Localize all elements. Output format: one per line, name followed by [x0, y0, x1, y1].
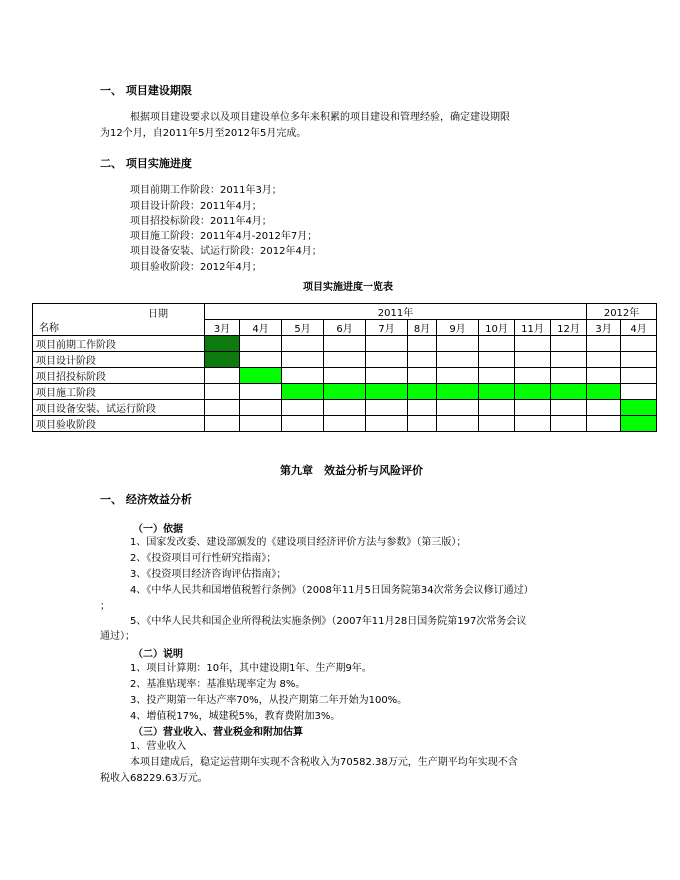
month-header: 3月	[205, 320, 240, 336]
year-2012-header: 2012年	[587, 304, 657, 320]
schedule-item: 项目前期工作阶段：2011年3月；	[130, 185, 282, 196]
gantt-empty-cell	[479, 368, 515, 384]
header-date-label: 日期	[148, 309, 168, 320]
gantt-bar-cell	[408, 384, 437, 400]
gantt-empty-cell	[282, 336, 324, 352]
gantt-empty-cell	[551, 352, 587, 368]
month-header: 8月	[408, 320, 437, 336]
gantt-bar-cell	[621, 416, 657, 432]
explain-item: 3、投产期第一年达产率70%，从投产期第二年开始为100%。	[130, 695, 408, 706]
gantt-empty-cell	[515, 336, 551, 352]
gantt-bar-cell	[205, 336, 240, 352]
month-header: 10月	[479, 320, 515, 336]
gantt-empty-cell	[282, 416, 324, 432]
month-header: 7月	[366, 320, 408, 336]
revenue-title: （三）营业收入、营业税金和附加估算	[133, 727, 303, 738]
gantt-bar-cell	[515, 384, 551, 400]
gantt-empty-cell	[437, 352, 479, 368]
gantt-empty-cell	[479, 416, 515, 432]
gantt-empty-cell	[282, 400, 324, 416]
table-row	[33, 368, 657, 384]
gantt-empty-cell	[437, 368, 479, 384]
revenue-line2: 税收入68229.63万元。	[100, 773, 208, 784]
basis-item: 1、国家发改委、建设部颁发的《建设项目经济评价方法与参数》（第三版）；	[130, 537, 467, 548]
revenue-subtitle: 1、营业收入	[130, 741, 187, 752]
gantt-empty-cell	[437, 400, 479, 416]
month-header: 4月	[621, 320, 657, 336]
gantt-empty-cell	[551, 336, 587, 352]
gantt-empty-cell	[324, 336, 366, 352]
gantt-empty-cell	[366, 352, 408, 368]
month-header: 12月	[551, 320, 587, 336]
month-header: 11月	[515, 320, 551, 336]
month-header: 3月	[587, 320, 621, 336]
gantt-empty-cell	[587, 336, 621, 352]
section-2-title: 二、 项目实施进度	[100, 157, 192, 170]
gantt-empty-cell	[240, 416, 282, 432]
gantt-empty-cell	[551, 368, 587, 384]
gantt-empty-cell	[408, 416, 437, 432]
table-row	[33, 384, 657, 400]
gantt-empty-cell	[366, 400, 408, 416]
gantt-empty-cell	[366, 416, 408, 432]
gantt-empty-cell	[282, 368, 324, 384]
section-1-title: 一、 项目建设期限	[100, 84, 192, 97]
schedule-item: 项目设备安装、试运行阶段：2012年4月；	[130, 246, 322, 257]
table-title: 项目实施进度一览表	[303, 282, 393, 293]
gantt-rows	[33, 336, 657, 432]
gantt-empty-cell	[479, 336, 515, 352]
table-row	[33, 416, 657, 432]
gantt-empty-cell	[621, 368, 657, 384]
basis-item-cont: ；	[100, 601, 110, 612]
explain-item: 4、增值税17%，城建税5%，教育费附加3%。	[130, 711, 341, 722]
gantt-empty-cell	[324, 352, 366, 368]
gantt-empty-cell	[324, 400, 366, 416]
header-name-label: 名称	[39, 323, 59, 334]
gantt-bar-cell	[551, 384, 587, 400]
month-header: 6月	[324, 320, 366, 336]
phase-name: 项目设计阶段	[33, 352, 205, 368]
gantt-bar-cell	[621, 400, 657, 416]
phase-name: 项目设备安装、试运行阶段	[33, 400, 205, 416]
gantt-empty-cell	[240, 352, 282, 368]
basis-title: （一）依据	[133, 524, 183, 535]
gantt-empty-cell	[282, 352, 324, 368]
gantt-empty-cell	[515, 352, 551, 368]
explain-item: 1、项目计算期：10年，其中建设期1年、生产期9年。	[130, 663, 372, 674]
gantt-empty-cell	[551, 416, 587, 432]
gantt-empty-cell	[587, 352, 621, 368]
month-header: 9月	[437, 320, 479, 336]
gantt-empty-cell	[437, 336, 479, 352]
basis-item-cont: 通过）；	[100, 631, 135, 642]
gantt-empty-cell	[479, 352, 515, 368]
phase-name: 项目招投标阶段	[33, 368, 205, 384]
gantt-empty-cell	[205, 384, 240, 400]
gantt-empty-cell	[205, 368, 240, 384]
gantt-bar-cell	[587, 384, 621, 400]
schedule-table	[32, 303, 657, 432]
gantt-empty-cell	[408, 400, 437, 416]
gantt-bar-cell	[205, 352, 240, 368]
schedule-item: 项目验收阶段：2012年4月；	[130, 262, 262, 273]
basis-item: 3、《投资项目经济咨询评估指南》；	[130, 569, 287, 580]
gantt-empty-cell	[437, 416, 479, 432]
month-header: 4月	[240, 320, 282, 336]
schedule-item: 项目施工阶段：2011年4月-2012年7月；	[130, 231, 318, 242]
table-row	[33, 352, 657, 368]
gantt-empty-cell	[324, 416, 366, 432]
section-1-para-line1: 根据项目建设要求以及项目建设单位多年来积累的项目建设和管理经验，确定建设期限	[130, 112, 510, 123]
basis-item: 4、《中华人民共和国增值税暂行条例》（2008年11月5日国务院第34次常务会议修订通过）	[130, 585, 534, 596]
gantt-empty-cell	[515, 400, 551, 416]
gantt-empty-cell	[408, 336, 437, 352]
gantt-empty-cell	[551, 400, 587, 416]
gantt-empty-cell	[587, 416, 621, 432]
phase-name: 项目验收阶段	[33, 416, 205, 432]
table-corner-header	[33, 304, 205, 336]
gantt-empty-cell	[587, 368, 621, 384]
schedule-item: 项目设计阶段：2011年4月；	[130, 201, 262, 212]
gantt-empty-cell	[240, 336, 282, 352]
explain-title: （二）说明	[133, 649, 183, 660]
schedule-item: 项目招投标阶段：2011年4月；	[130, 216, 272, 227]
gantt-empty-cell	[515, 416, 551, 432]
gantt-empty-cell	[515, 368, 551, 384]
table-row	[33, 336, 657, 352]
gantt-empty-cell	[621, 352, 657, 368]
gantt-bar-cell	[240, 368, 282, 384]
gantt-empty-cell	[205, 416, 240, 432]
gantt-empty-cell	[621, 384, 657, 400]
gantt-empty-cell	[408, 368, 437, 384]
section-1-para-line2: 为12个月，自2011年5月至2012年5月完成。	[100, 128, 307, 139]
gantt-bar-cell	[282, 384, 324, 400]
revenue-line1: 本项目建成后，稳定运营期年实现不含税收入为70582.38万元，生产期平均年实现不含	[130, 757, 518, 768]
gantt-empty-cell	[240, 384, 282, 400]
month-header: 5月	[282, 320, 324, 336]
chapter-9-title: 第九章 效益分析与风险评价	[280, 464, 423, 477]
gantt-empty-cell	[366, 368, 408, 384]
explain-item: 2、基准贴现率：基准贴现率定为 8%。	[130, 679, 306, 690]
gantt-bar-cell	[324, 384, 366, 400]
basis-item: 2、《投资项目可行性研究指南》；	[130, 553, 277, 564]
table-row	[33, 400, 657, 416]
phase-name: 项目施工阶段	[33, 384, 205, 400]
year-2011-header: 2011年	[205, 304, 587, 320]
gantt-empty-cell	[366, 336, 408, 352]
gantt-empty-cell	[324, 368, 366, 384]
gantt-bar-cell	[437, 384, 479, 400]
gantt-empty-cell	[240, 400, 282, 416]
gantt-empty-cell	[587, 400, 621, 416]
gantt-bar-cell	[366, 384, 408, 400]
gantt-bar-cell	[479, 384, 515, 400]
gantt-empty-cell	[479, 400, 515, 416]
gantt-empty-cell	[621, 336, 657, 352]
gantt-empty-cell	[205, 400, 240, 416]
economic-analysis-title: 一、 经济效益分析	[100, 493, 192, 506]
phase-name: 项目前期工作阶段	[33, 336, 205, 352]
basis-item: 5、《中华人民共和国企业所得税法实施条例》（2007年11月28日国务院第197次常务会议	[130, 616, 527, 627]
gantt-empty-cell	[408, 352, 437, 368]
